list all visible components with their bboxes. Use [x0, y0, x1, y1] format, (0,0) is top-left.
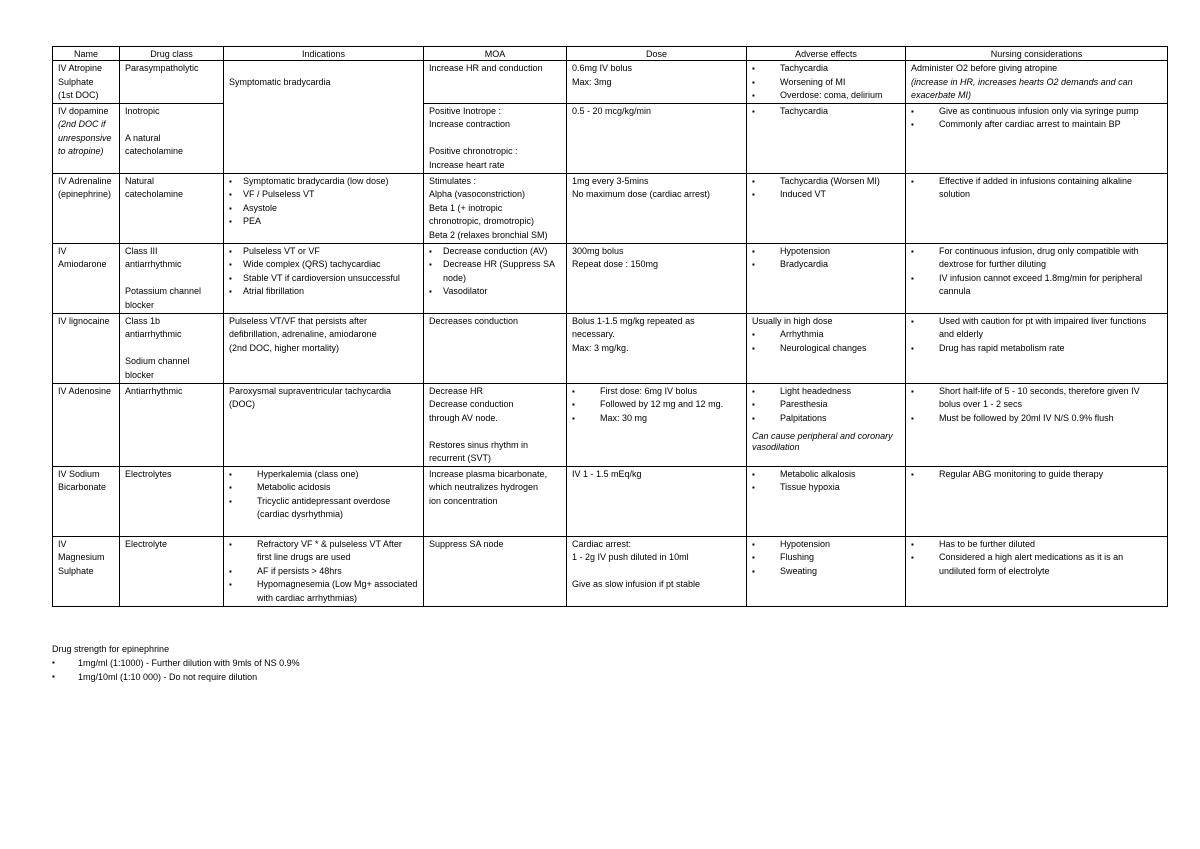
list-item: ▪ Symptomatic bradycardia (low dose) — [243, 175, 418, 189]
cell-indications: Paroxysmal supraventricular tachycardia (DOC) — [224, 383, 424, 466]
list-item: ▪ Worsening of MI — [780, 76, 900, 90]
cell-moa: Decrease HR Decrease conduction through AV node. Restores sinus rhythm in recurrent (SVT) — [424, 383, 567, 466]
list-item: ▪ Metabolic acidosis — [257, 481, 418, 495]
list-item: ▪ Has to be further diluted — [939, 538, 1162, 552]
list-item: ▪ Hyperkalemia (class one) — [257, 468, 418, 482]
cell-nursing — [906, 173, 1168, 243]
list-item: ▪ Decrease conduction (AV) — [443, 245, 561, 259]
table-row — [53, 243, 1168, 313]
cell-adverse-effects: ▪ Light headedness ▪ Paresthesia ▪ Palpitations Can cause peripheral and coronary vasodilation — [747, 383, 906, 466]
table-row — [53, 466, 1168, 536]
list-item: ▪ Max: 30 mg — [600, 412, 741, 426]
list-item: ▪ Neurological changes — [780, 342, 900, 356]
list-item: ▪ Effective if added in infusions containing alkaline solution — [939, 175, 1162, 202]
cell-name: IV Adrenaline (epinephrine) — [53, 173, 120, 243]
cell-moa: Stimulates : Alpha (vasoconstriction) Beta 1 (+ inotropic chronotropic, dromotropic) Beta 2 (relaxes bronchial SM) — [424, 173, 567, 243]
list-item: ▪ Paresthesia — [780, 398, 900, 412]
list-item: ▪ Asystole — [243, 202, 418, 216]
cell-dose: IV 1 - 1.5 mEq/kg — [567, 466, 747, 536]
list-item: ▪ Pulseless VT or VF — [243, 245, 418, 259]
cell-dose: 0.6mg IV bolus Max: 3mg — [567, 61, 747, 104]
cell-drug-class: Electrolyte — [120, 536, 224, 606]
list-item: ▪ Palpitations — [780, 412, 900, 426]
list-item: ▪ Flushing — [780, 551, 900, 565]
cell-dose — [567, 383, 747, 466]
cell-name: IV lignocaine — [53, 313, 120, 383]
cell-nursing — [906, 243, 1168, 313]
list-item: ▪ 1mg/ml (1:1000) - Further dilution with 9mls of NS 0.9% — [78, 656, 300, 670]
cell-dose: Bolus 1-1.5 mg/kg repeated as necessary. Max: 3 mg/kg. — [567, 313, 747, 383]
list-item: ▪ IV infusion cannot exceed 1.8mg/min for peripheral cannula — [939, 272, 1162, 299]
shared-indication: Symptomatic bradycardia — [229, 76, 331, 87]
table-row — [53, 173, 1168, 243]
list-item: ▪ Tachycardia (Worsen MI) — [780, 175, 900, 189]
cell-adverse-effects — [747, 466, 906, 536]
cell-dose: 300mg bolus Repeat dose : 150mg — [567, 243, 747, 313]
list-item: ▪ Metabolic alkalosis — [780, 468, 900, 482]
cell-indications — [224, 173, 424, 243]
list-item: ▪ PEA — [243, 215, 418, 229]
list-item: ▪ Tissue hypoxia — [780, 481, 900, 495]
list-item: ▪ Hypomagnesemia (Low Mg+ associated with cardiac arrhythmias) — [257, 578, 418, 605]
list-item: ▪ Used with caution for pt with impaired liver functions and elderly — [939, 315, 1162, 342]
list-item: ▪ VF / Pulseless VT — [243, 188, 418, 202]
cell-drug-class: Natural catecholamine — [120, 173, 224, 243]
cell-adverse-effects — [747, 61, 906, 104]
header-drug-class: Drug class — [120, 47, 224, 61]
table-row — [53, 313, 1168, 383]
list-item: ▪ First dose: 6mg IV bolus — [600, 385, 741, 399]
cell-adverse-effects — [747, 536, 906, 606]
cell-name: IV Atropine Sulphate (1st DOC) — [53, 61, 120, 104]
list-item: ▪ 1mg/10ml (1:10 000) - Do not require dilution — [78, 670, 300, 684]
cell-drug-class: Inotropic A natural catecholamine — [120, 103, 224, 173]
header-dose: Dose — [567, 47, 747, 61]
list-item: ▪ Overdose: coma, delirium — [780, 89, 900, 103]
list-item: ▪ Induced VT — [780, 188, 900, 202]
list-item: ▪ Considered a high alert medications as it is an undiluted form of electrolyte — [939, 551, 1162, 578]
cell-moa: Suppress SA node — [424, 536, 567, 606]
list-item: ▪ Decrease HR (Suppress SA node) — [443, 258, 561, 285]
cell-name: IV dopamine (2nd DOC if unresponsive to atropine) — [53, 103, 120, 173]
cell-drug-class: Electrolytes — [120, 466, 224, 536]
list-item: ▪ Vasodilator — [443, 285, 561, 299]
list-item: ▪ Atrial fibrillation — [243, 285, 418, 299]
cell-indications: Pulseless VT/VF that persists after defibrillation, adrenaline, amiodarone (2nd DOC, higher mortality) — [224, 313, 424, 383]
list-item: ▪ Must be followed by 20ml IV N/S 0.9% flush — [939, 412, 1162, 426]
header-indications: Indications — [224, 47, 424, 61]
cell-moa — [424, 243, 567, 313]
list-item: ▪ Regular ABG monitoring to guide therapy — [939, 468, 1162, 482]
cell-dose: Cardiac arrest: 1 - 2g IV push diluted in 10ml Give as slow infusion if pt stable — [567, 536, 747, 606]
list-item: ▪ Short half-life of 5 - 10 seconds, therefore given IV bolus over 1 - 2 secs — [939, 385, 1162, 412]
cell-dose: 1mg every 3-5mins No maximum dose (cardiac arrest) — [567, 173, 747, 243]
cell-adverse-effects — [747, 243, 906, 313]
cell-indications — [224, 243, 424, 313]
drug-table — [52, 46, 1168, 607]
cell-name: IV Amiodarone — [53, 243, 120, 313]
cell-drug-class: Class III antiarrhythmic Potassium channel blocker — [120, 243, 224, 313]
cell-drug-class: Class 1b antiarrhythmic Sodium channel blocker — [120, 313, 224, 383]
cell-nursing — [906, 466, 1168, 536]
cell-nursing — [906, 313, 1168, 383]
cell-moa: Positive Inotrope : Increase contraction Positive chronotropic : Increase heart rate — [424, 103, 567, 173]
list-item: ▪ Hypotension — [780, 245, 900, 259]
list-item: ▪ Tricyclic antidepressant overdose (cardiac dysrhythmia) — [257, 495, 418, 522]
cell-nursing — [906, 103, 1168, 173]
list-item: ▪ Tachycardia — [780, 105, 900, 119]
cell-adverse-effects — [747, 103, 906, 173]
header-name: Name — [53, 47, 120, 61]
cell-drug-class: Parasympatholytic — [120, 61, 224, 104]
list-item: ▪ Commonly after cardiac arrest to maintain BP — [939, 118, 1162, 132]
list-item: ▪ Sweating — [780, 565, 900, 579]
cell-name: IV Sodium Bicarbonate — [53, 466, 120, 536]
header-nursing-considerations: Nursing considerations — [906, 47, 1168, 61]
list-item: ▪ Refractory VF * & pulseless VT After first line drugs are used — [257, 538, 418, 565]
list-item: ▪ Arrhythmia — [780, 328, 900, 342]
list-item: ▪ Tachycardia — [780, 62, 900, 76]
table-row — [53, 383, 1168, 466]
cell-nursing — [906, 383, 1168, 466]
list-item: ▪ Followed by 12 mg and 12 mg. — [600, 398, 741, 412]
list-item: ▪ Light headedness — [780, 385, 900, 399]
cell-adverse-effects: Usually in high dose ▪ Arrhythmia ▪ Neurological changes — [747, 313, 906, 383]
table-row — [53, 103, 1168, 173]
cell-moa: Increase HR and conduction — [424, 61, 567, 104]
cell-dose: 0.5 - 20 mcg/kg/min — [567, 103, 747, 173]
cell-nursing — [906, 536, 1168, 606]
cell-nursing: Administer O2 before giving atropine (increase in HR, increases hearts O2 demands and can exacerbate MI) — [906, 61, 1168, 104]
cell-name: IV Magnesium Sulphate — [53, 536, 120, 606]
header-adverse-effects: Adverse effects — [747, 47, 906, 61]
table-row — [53, 61, 1168, 104]
header-moa: MOA — [424, 47, 567, 61]
cell-name: IV Adenosine — [53, 383, 120, 466]
cell-indications — [224, 536, 424, 606]
list-item: ▪ For continuous infusion, drug only compatible with dextrose for further diluting — [939, 245, 1162, 272]
cell-indications — [224, 61, 424, 174]
table-row — [53, 536, 1168, 606]
cell-drug-class: Antiarrhythmic — [120, 383, 224, 466]
list-item: ▪ AF if persists > 48hrs — [257, 565, 418, 579]
list-item: ▪ Stable VT if cardioversion unsuccessful — [243, 272, 418, 286]
list-item: ▪ Drug has rapid metabolism rate — [939, 342, 1162, 356]
list-item: ▪ Give as continuous infusion only via syringe pump — [939, 105, 1162, 119]
cell-adverse-effects — [747, 173, 906, 243]
cell-moa: Increase plasma bicarbonate, which neutralizes hydrogen ion concentration — [424, 466, 567, 536]
list-item: ▪ Hypotension — [780, 538, 900, 552]
table-header-row — [53, 47, 1168, 61]
notes-title: Drug strength for epinephrine — [52, 644, 170, 654]
cell-moa: Decreases conduction — [424, 313, 567, 383]
epinephrine-strength-notes — [52, 642, 300, 684]
list-item: ▪ Wide complex (QRS) tachycardiac — [243, 258, 418, 272]
list-item: ▪ Bradycardia — [780, 258, 900, 272]
cell-indications — [224, 466, 424, 536]
